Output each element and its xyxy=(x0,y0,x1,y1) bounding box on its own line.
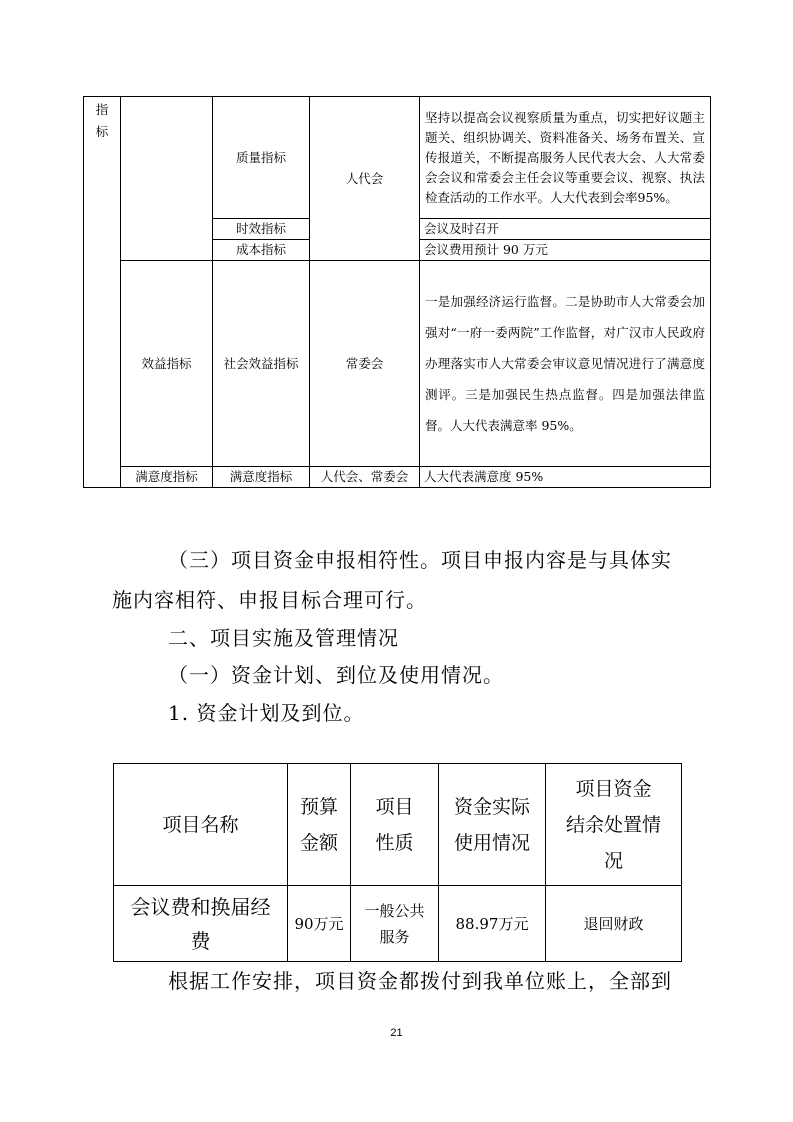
social-benefit-indicator-label: 社会效益指标 xyxy=(213,261,310,467)
subsection-heading-plan: 1. 资金计划及到位。 xyxy=(168,701,365,725)
header-balance: 项目资金 结余处置情 况 xyxy=(546,764,682,886)
benefit-indicator-label: 效益指标 xyxy=(121,261,213,467)
quality-subject: 人代会 xyxy=(310,97,420,261)
section-heading-implementation: 二、项目实施及管理情况 xyxy=(168,626,399,650)
timeliness-indicator-content: 会议及时召开 xyxy=(420,219,711,240)
performance-indicator-table xyxy=(83,96,711,488)
paragraph-funding-consistency-line2: 施内容相符、申报目标合理可行。 xyxy=(112,588,427,612)
benefit-indicator-content: 一是加强经济运行监督。二是协助市人大常委会加强对“一府一委两院”工作监督，对广汉市人民政府办理落实市人大常委会审议意见情况进行了满意度测评。三是加强民生热点监督。四是加强法律监督。人大代表满意率 95%。 xyxy=(420,261,711,467)
cell-project-name: 会议费和换届经 费 xyxy=(114,886,288,962)
paragraph-funds-allocated: 根据工作安排，项目资金都拨付到我单位账上，全部到 xyxy=(168,969,672,993)
funds-table xyxy=(113,763,682,962)
satisfaction-indicator-sublabel: 满意度指标 xyxy=(213,467,310,488)
header-budget: 预算 金额 xyxy=(288,764,351,886)
benefit-subject: 常委会 xyxy=(310,261,420,467)
cost-indicator-label: 成本指标 xyxy=(213,240,310,261)
header-nature: 项目 性质 xyxy=(351,764,439,886)
cost-indicator-content: 会议费用预计 90 万元 xyxy=(420,240,711,261)
page-number: 21 xyxy=(390,1027,403,1039)
paragraph-funding-consistency-line1: （三）项目资金申报相符性。项目申报内容是与具体实 xyxy=(168,548,672,572)
cell-usage: 88.97万元 xyxy=(439,886,546,962)
satisfaction-indicator-label: 满意度指标 xyxy=(121,467,213,488)
cell-balance: 退回财政 xyxy=(546,886,682,962)
satisfaction-subject: 人代会、常委会 xyxy=(310,467,420,488)
timeliness-indicator-label: 时效指标 xyxy=(213,219,310,240)
cell-budget: 90万元 xyxy=(288,886,351,962)
funds-table-header-row xyxy=(114,764,682,886)
quality-indicator-content: 坚持以提高会议视察质量为重点，切实把好议题主题关、组织协调关、资料准备关、场务布置关、宣传报道关，不断提高服务人民代表大会、人大常委会会议和常委会主任会议等重要会议、视察、执法检查活动的工作水平。人大代表到会率95%。 xyxy=(420,97,711,219)
header-usage: 资金实际 使用情况 xyxy=(439,764,546,886)
subsection-heading-funds: （一）资金计划、到位及使用情况。 xyxy=(168,663,504,687)
cell-nature: 一般公共 服务 xyxy=(351,886,439,962)
indicator-row-header: 指标 xyxy=(84,97,121,488)
header-project-name: 项目名称 xyxy=(114,764,288,886)
output-indicator-cell xyxy=(121,97,213,261)
table-row xyxy=(114,886,682,962)
quality-indicator-label: 质量指标 xyxy=(213,97,310,219)
satisfaction-indicator-content: 人大代表满意度 95% xyxy=(420,467,711,488)
